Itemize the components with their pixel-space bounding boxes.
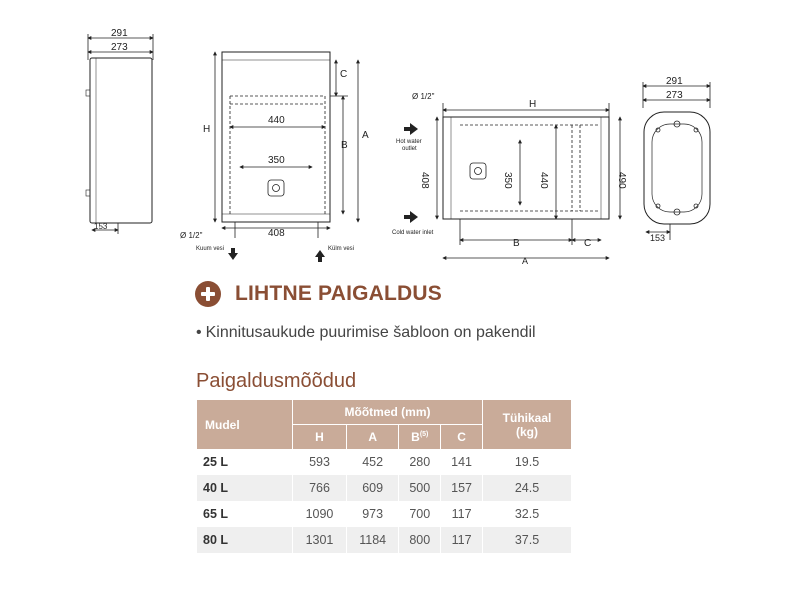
cell-b: 800 [399, 527, 441, 553]
cell-weight: 37.5 [483, 527, 572, 553]
cell-h: 593 [293, 449, 347, 475]
cold-water-inlet-arrow-icon [404, 211, 418, 223]
front-dim-408: 408 [268, 228, 285, 239]
table-row [197, 501, 571, 527]
horizontal-dim-440: 440 [538, 172, 549, 189]
horizontal-dim-pipe: Ø 1/2" [412, 92, 435, 101]
front-view-drawing [215, 52, 358, 238]
installation-dimensions-table [197, 400, 571, 553]
cell-weight: 19.5 [483, 449, 572, 475]
cell-h: 766 [293, 475, 347, 501]
header-a: A [346, 425, 398, 450]
horizontal-dim-408: 408 [419, 172, 430, 189]
header-b-label: B [411, 430, 420, 444]
cell-c: 157 [441, 475, 483, 501]
front-cold-water-label: Külm vesi [328, 246, 355, 252]
cell-c: 141 [441, 449, 483, 475]
cell-a: 609 [346, 475, 398, 501]
cell-c: 117 [441, 527, 483, 553]
technical-drawings [0, 0, 800, 270]
side-width-outer: 291 [111, 28, 128, 39]
bullet-item [196, 324, 536, 342]
hot-outlet-label-1: Hot water [396, 139, 422, 145]
easy-installation-heading [195, 280, 442, 308]
header-dimensions: Mõõtmed (mm) [293, 400, 483, 425]
front-dim-pipe: Ø 1/2" [180, 231, 203, 240]
cell-model: 80 L [197, 527, 293, 553]
front-dim-350: 350 [268, 155, 285, 166]
cell-h: 1090 [293, 501, 347, 527]
end-view-drawing [643, 82, 710, 240]
header-weight-line-2: (kg) [516, 424, 538, 439]
cell-h: 1301 [293, 527, 347, 553]
side-view-drawing [86, 34, 153, 234]
table-row [197, 475, 571, 501]
cell-c: 117 [441, 501, 483, 527]
cell-model: 40 L [197, 475, 293, 501]
hot-outlet-label-2: outlet [402, 146, 417, 152]
cell-model: 25 L [203, 455, 229, 469]
horizontal-label-c: C [584, 238, 592, 249]
bullet-marker: • [196, 324, 202, 341]
front-hot-water-label: Kuum vesi [196, 246, 225, 252]
cell-weight: 32.5 [483, 501, 572, 527]
cold-water-arrow-icon [315, 250, 325, 262]
end-offset: 153 [650, 233, 666, 243]
cell-b: 280 [399, 449, 441, 475]
table-title: Paigaldusmõõdud [196, 370, 357, 392]
header-b [399, 425, 441, 450]
header-model: Mudel [197, 400, 293, 449]
header-b-note: (5) [419, 431, 429, 438]
table-row [197, 527, 571, 553]
side-offset: 153 [94, 222, 108, 231]
cell-model: 65 L [203, 507, 229, 521]
hot-water-arrow-icon [228, 248, 238, 260]
front-label-c: C [340, 69, 348, 80]
front-label-a: A [362, 130, 369, 141]
cell-b: 500 [399, 475, 441, 501]
cell-a: 1184 [346, 527, 398, 553]
horizontal-label-b: B [513, 238, 520, 249]
header-c: C [441, 425, 483, 450]
front-label-b: B [341, 140, 348, 151]
horizontal-dim-490: 490 [616, 172, 627, 189]
table-row [197, 449, 571, 475]
cell-weight: 24.5 [483, 475, 572, 501]
horizontal-label-h: H [529, 99, 537, 110]
cell-a: 973 [346, 501, 398, 527]
bullet-text: Kinnitusaukude puurimise šabloon on pakendil [205, 324, 536, 341]
horizontal-view-drawing [437, 103, 620, 258]
section-title: LIHTNE PAIGALDUS [235, 282, 442, 305]
side-width-inner: 273 [111, 42, 128, 53]
plus-circle-icon [195, 281, 221, 307]
header-h: H [293, 425, 347, 450]
cold-inlet-label: Cold water inlet [392, 230, 434, 236]
header-weight [483, 400, 572, 449]
horizontal-dim-350: 350 [502, 172, 513, 189]
technical-drawings-svg [0, 0, 800, 270]
front-dim-440: 440 [268, 115, 285, 126]
header-weight-line-1: Tühikaal [502, 410, 552, 425]
hot-water-outlet-arrow-icon [404, 123, 418, 135]
end-width-inner: 273 [666, 90, 683, 101]
cell-b: 700 [399, 501, 441, 527]
horizontal-label-a: A [522, 256, 529, 266]
cell-a: 452 [346, 449, 398, 475]
end-width-outer: 291 [666, 76, 683, 87]
front-label-h: H [203, 124, 211, 135]
